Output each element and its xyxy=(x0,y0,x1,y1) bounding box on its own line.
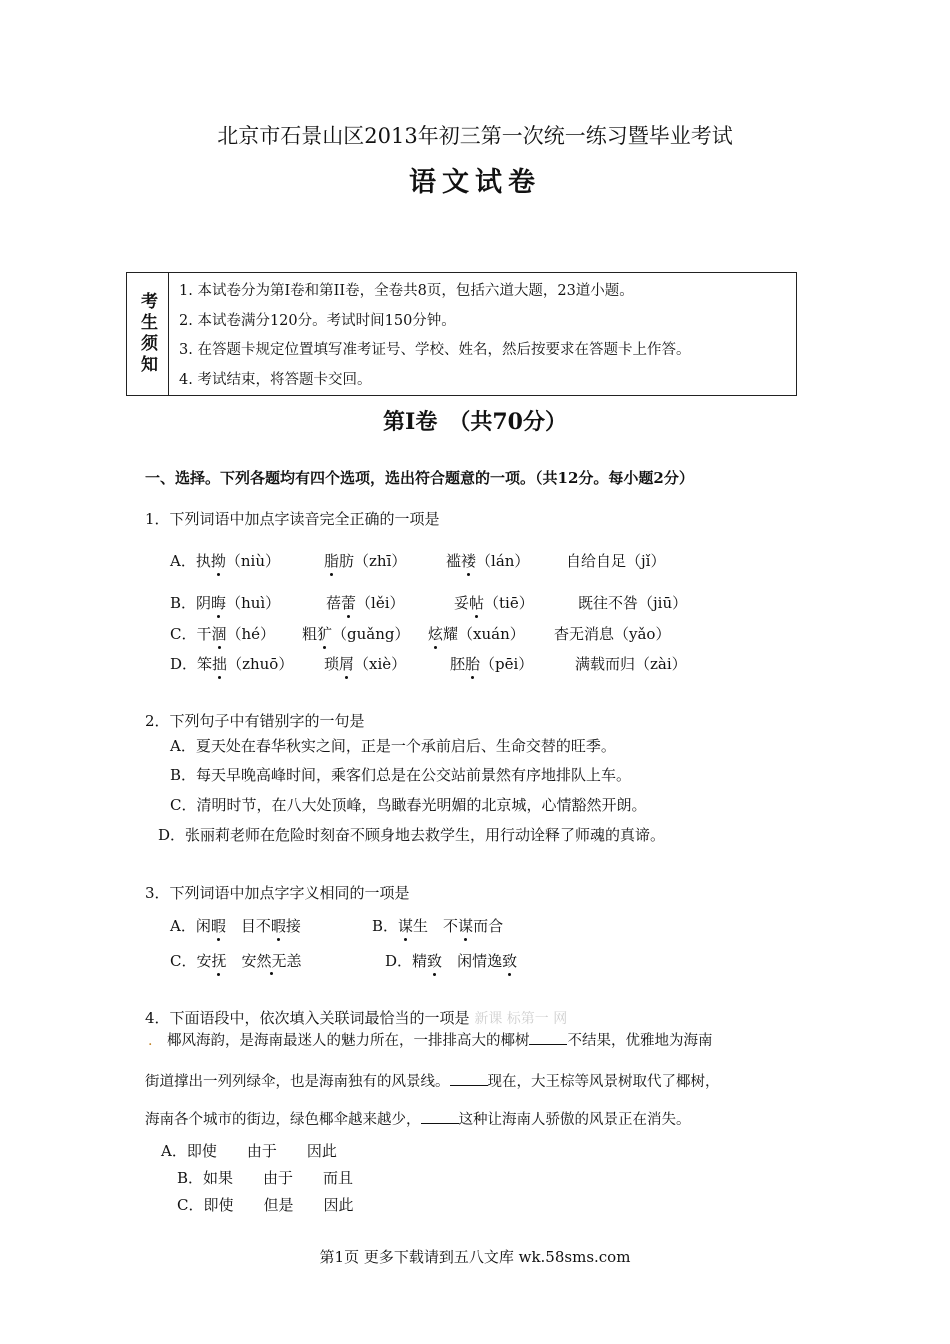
blank-3 xyxy=(421,1111,459,1124)
word: 接 xyxy=(285,917,301,935)
dotted-char: 拗 xyxy=(210,552,226,570)
dotted-char: 蕾 xyxy=(341,594,357,612)
word-char: 妥 xyxy=(454,594,470,612)
dotted-char: 谋 xyxy=(398,917,414,935)
idiom: 杳无消息 xyxy=(554,625,615,643)
q2-option-b: B．每天早晚高峰时间，乘客们总是在公交站前景然有序地排队上车。 xyxy=(170,766,632,784)
option-label: C． xyxy=(170,625,197,643)
q2-stem: 2．下列句子中有错别字的一句是 xyxy=(145,712,365,730)
option-label: A． xyxy=(170,552,196,570)
part1-heading: 一、选择。下列各题均有四个选项，选出符合题意的一项。（共12分。每小题2分） xyxy=(145,469,694,487)
word-char: 干 xyxy=(196,625,212,643)
notice-label-cell xyxy=(127,273,169,395)
option-label: B． xyxy=(372,917,399,935)
section-title: 第Ⅰ卷 （共70分） xyxy=(383,409,567,435)
pinyin: （zhī） xyxy=(354,552,407,570)
pinyin: （tiē） xyxy=(484,594,534,612)
word: 而合 xyxy=(473,917,504,935)
q3-option-b xyxy=(372,915,503,936)
notice-item: 1. 本试卷分为第I卷和第II卷，全卷共8页，包括六道大题，23道小题。 xyxy=(179,283,634,299)
watermark: 新课 标第一 网 xyxy=(474,1011,568,1027)
passage-text: 椰风海韵，是海南最迷人的魅力所在，一排排高大的椰树 xyxy=(166,1033,530,1049)
pinyin: （yǎo） xyxy=(614,625,671,643)
option-label: B． xyxy=(170,594,197,612)
q4-line-2 xyxy=(145,1070,720,1091)
q3-stem: 3．下列词语中加点字字义相同的一项是 xyxy=(145,884,410,902)
pinyin: （xiè） xyxy=(354,655,407,673)
dotted-char: 暇 xyxy=(210,917,226,935)
q3-option-d xyxy=(385,950,517,971)
option-label: C．安 xyxy=(170,952,212,970)
q1-stem: 1．下列词语中加点字读音完全正确的一项是 xyxy=(145,510,440,528)
q4-option-a: A．即使 由于 因此 xyxy=(161,1142,337,1160)
pinyin: （jǐ） xyxy=(626,552,666,570)
dotted-char: 犷 xyxy=(317,625,333,643)
dotted-char: 褛 xyxy=(461,552,477,570)
dotted-char: 致 xyxy=(427,952,443,970)
word-char: 胚 xyxy=(450,655,466,673)
pinyin: （lěi） xyxy=(356,594,405,612)
word-char: 褴 xyxy=(446,552,462,570)
q4-stem xyxy=(145,1007,567,1028)
q2-option-d: D．张丽莉老师在危险时刻奋不顾身地去救学生，用行动诠释了师魂的真谛。 xyxy=(158,826,666,844)
q2-option-c: C．清明时节，在八大处顶峰，鸟瞰春光明媚的北京城，心情豁然开朗。 xyxy=(170,796,647,814)
page-footer: 第1页 更多下载请到五八文库 wk.58sms.com xyxy=(319,1248,631,1266)
word-char: 执 xyxy=(195,552,211,570)
passage-text: 不结果，优雅地为海南 xyxy=(567,1033,713,1049)
notice-item: 4. 考试结束，将答题卡交回。 xyxy=(179,371,372,388)
pinyin: （zài） xyxy=(635,655,687,673)
word: 安然无恙 xyxy=(241,952,302,970)
dotted-char: 拙 xyxy=(212,655,228,673)
idiom: 满载而归 xyxy=(575,655,636,673)
q1-option-c xyxy=(170,623,671,644)
dotted-char: 涸 xyxy=(211,625,227,643)
word: 闲情逸 xyxy=(457,952,503,970)
dotted-char: 屑 xyxy=(339,655,355,673)
dotted-char: 谋 xyxy=(458,917,474,935)
passage-text: 现在，大王棕等风景树取代了椰树， xyxy=(487,1074,720,1090)
passage-text: 海南各个城市的街边，绿色椰伞越来越少， xyxy=(145,1112,421,1128)
q3-option-a xyxy=(170,915,301,936)
word-char: 蓓 xyxy=(326,594,342,612)
dotted-char: 暇 xyxy=(270,917,286,935)
passage-text: 这种让海南人骄傲的风景正在消失。 xyxy=(458,1112,691,1128)
exam-title: 北京市石景山区2013年初三第一次统一练习暨毕业考试 xyxy=(217,124,733,148)
dotted-char: 帖 xyxy=(469,594,485,612)
exam-subtitle: 语文试卷 xyxy=(409,167,541,198)
q1-option-b xyxy=(170,592,688,613)
notice-items xyxy=(179,277,690,395)
q1-option-d xyxy=(170,653,687,674)
pinyin: （huì） xyxy=(226,594,281,612)
word-char: 笨 xyxy=(197,655,213,673)
pinyin: （pēi） xyxy=(480,655,534,673)
word-char: 粗 xyxy=(302,625,318,643)
dotted-char: 脂 xyxy=(324,552,340,570)
q4-option-b: B．如果 由于 而且 xyxy=(177,1169,354,1187)
word: 目不 xyxy=(240,917,271,935)
q4-stem-text: 4．下面语段中，依次填入关联词最恰当的一项是 xyxy=(145,1009,470,1027)
q2-option-a: A．夏天处在春华秋实之间，正是一个承前启后、生命交替的旺季。 xyxy=(170,737,616,755)
pinyin: （hé） xyxy=(226,625,276,643)
q1-option-a xyxy=(170,550,666,571)
dotted-char: 炫 xyxy=(428,625,444,643)
notice-item: 2. 本试卷满分120分。考试时间150分钟。 xyxy=(179,312,456,329)
dotted-char: 胎 xyxy=(465,655,481,673)
bullet-icon: . xyxy=(148,1033,153,1049)
q4-option-c: C．即使 但是 因此 xyxy=(177,1196,354,1214)
notice-label: 考生须知 xyxy=(137,292,157,376)
pinyin: （niù） xyxy=(225,552,280,570)
option-label: A．闲 xyxy=(170,917,211,935)
blank-2 xyxy=(450,1073,488,1086)
notice-item: 3. 在答题卡规定位置填写准考证号、学校、姓名，然后按要求在答题卡上作答。 xyxy=(179,342,691,358)
notice-box xyxy=(126,272,797,396)
blank-1 xyxy=(529,1032,567,1045)
q4-line-3 xyxy=(145,1108,691,1129)
word-char: 阴 xyxy=(196,594,212,612)
pinyin: （xuán） xyxy=(458,625,525,643)
option-label: D．精 xyxy=(385,952,428,970)
word-char: 耀 xyxy=(443,625,459,643)
dotted-char: 抚 xyxy=(211,952,227,970)
word-char: 琐 xyxy=(324,655,340,673)
pinyin: （jiū） xyxy=(638,594,688,612)
dotted-char: 致 xyxy=(502,952,518,970)
word: 生 不 xyxy=(413,917,459,935)
idiom: 自给自足 xyxy=(566,552,627,570)
word-char: 肪 xyxy=(339,552,355,570)
dotted-char: 晦 xyxy=(211,594,227,612)
q4-line-1 xyxy=(148,1029,712,1050)
option-label: D． xyxy=(170,655,198,673)
passage-text: 街道撑出一列列绿伞，也是海南独有的风景线。 xyxy=(145,1074,450,1090)
pinyin: （zhuō） xyxy=(227,655,294,673)
q3-option-c xyxy=(170,950,302,971)
pinyin: （lán） xyxy=(476,552,530,570)
idiom: 既往不咎 xyxy=(578,594,639,612)
pinyin: （guǎng） xyxy=(332,625,410,643)
